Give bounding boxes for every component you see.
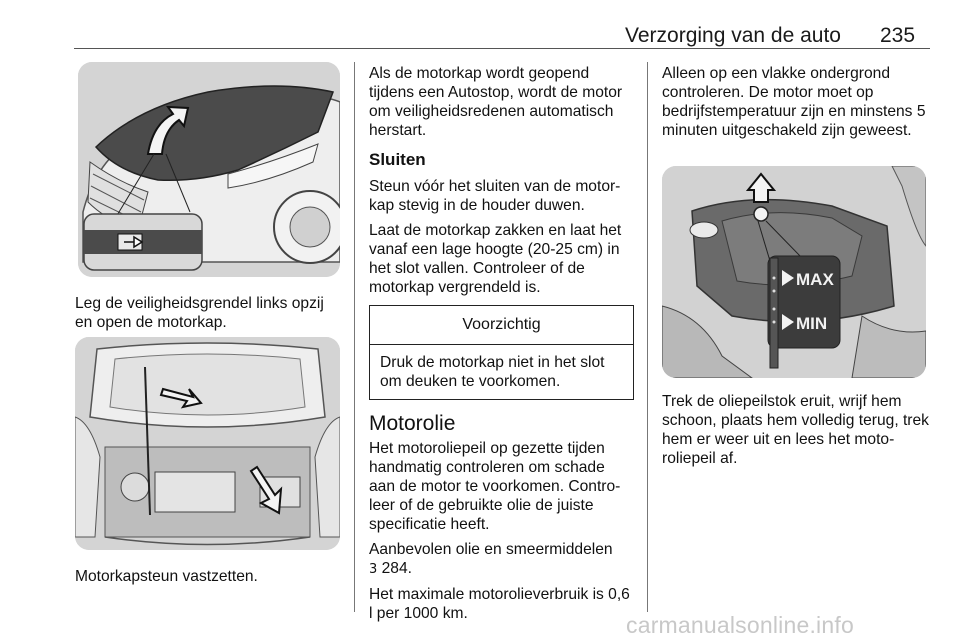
dipstick-max-label: MAX <box>796 270 834 289</box>
right-column <box>662 64 927 146</box>
closing-paragraph-2: Laat de motorkap zakken en laat het vanaf een lage hoogte (20-25 cm) in het slot vallen. Controleer of de motorkap vergrendeld is. <box>369 222 622 296</box>
engine-bay-icon <box>75 337 340 550</box>
car-front-icon <box>78 62 340 277</box>
illustration-hood-support <box>75 337 340 550</box>
level-ground-paragraph: Alleen op een vlakke ondergrond controleren. De motor moet op bedrijfstemperatuur zijn en minstens 5 minuten uitgeschakeld zijn geweest. <box>662 65 926 139</box>
page-header-title: Verzorging van de auto <box>625 24 841 47</box>
page-reference-icon: 3 <box>369 562 378 577</box>
page-number: 235 <box>880 24 916 47</box>
engine-dipstick-icon <box>662 166 926 378</box>
dipstick-min-label: MIN <box>796 314 828 333</box>
engine-oil-heading: Motorolie <box>369 412 456 435</box>
header-rule <box>74 48 930 49</box>
illustration-hood-release <box>78 62 340 277</box>
autostop-paragraph: Als de motorkap wordt geopend tijdens een Autostop, wordt de motor om veiligheidsredenen automatisch herstart. <box>369 65 623 139</box>
recommended-oils-text: Aanbevolen olie en smeermiddelen <box>369 541 613 558</box>
caption-hood-support: Motorkapsteun vastzetten. <box>75 568 258 585</box>
caption-hood-release: Leg de veiligheidsgrendel links opzij en open de motorkap. <box>75 295 324 331</box>
column-divider-1 <box>354 62 355 612</box>
closing-heading: Sluiten <box>369 150 426 169</box>
illustration-dipstick <box>662 166 926 378</box>
column-divider-2 <box>647 62 648 612</box>
caution-text: Druk de motorkap niet in het slot om deuken te voorkomen. <box>380 354 605 390</box>
closing-paragraph-1: Steun vóór het sluiten van de motor-kap stevig in de houder duwen. <box>369 178 621 214</box>
dipstick-instruction: Trek de oliepeilstok eruit, wrijf hem schoon, plaats hem volledig terug, trek hem er weer uit en lees het moto-roliepeil af. <box>662 393 929 467</box>
engine-oil-paragraph-2 <box>369 540 634 579</box>
caution-title: Voorzichtig <box>370 306 633 345</box>
engine-oil-paragraph-1: Het motoroliepeil op gezette tijden handmatig controleren om schade aan de motor te voorkomen. Contro-leer of de gebruikte olie de juiste specificatie heeft. <box>369 440 621 533</box>
watermark: carmanualsonline.info <box>626 612 854 638</box>
engine-oil-paragraph-3: Het maximale motorolieverbruik is 0,6 l per 1000 km. <box>369 586 630 622</box>
caution-box <box>369 305 634 400</box>
middle-column <box>369 64 634 629</box>
page-reference-link[interactable]: 284. <box>381 560 412 577</box>
